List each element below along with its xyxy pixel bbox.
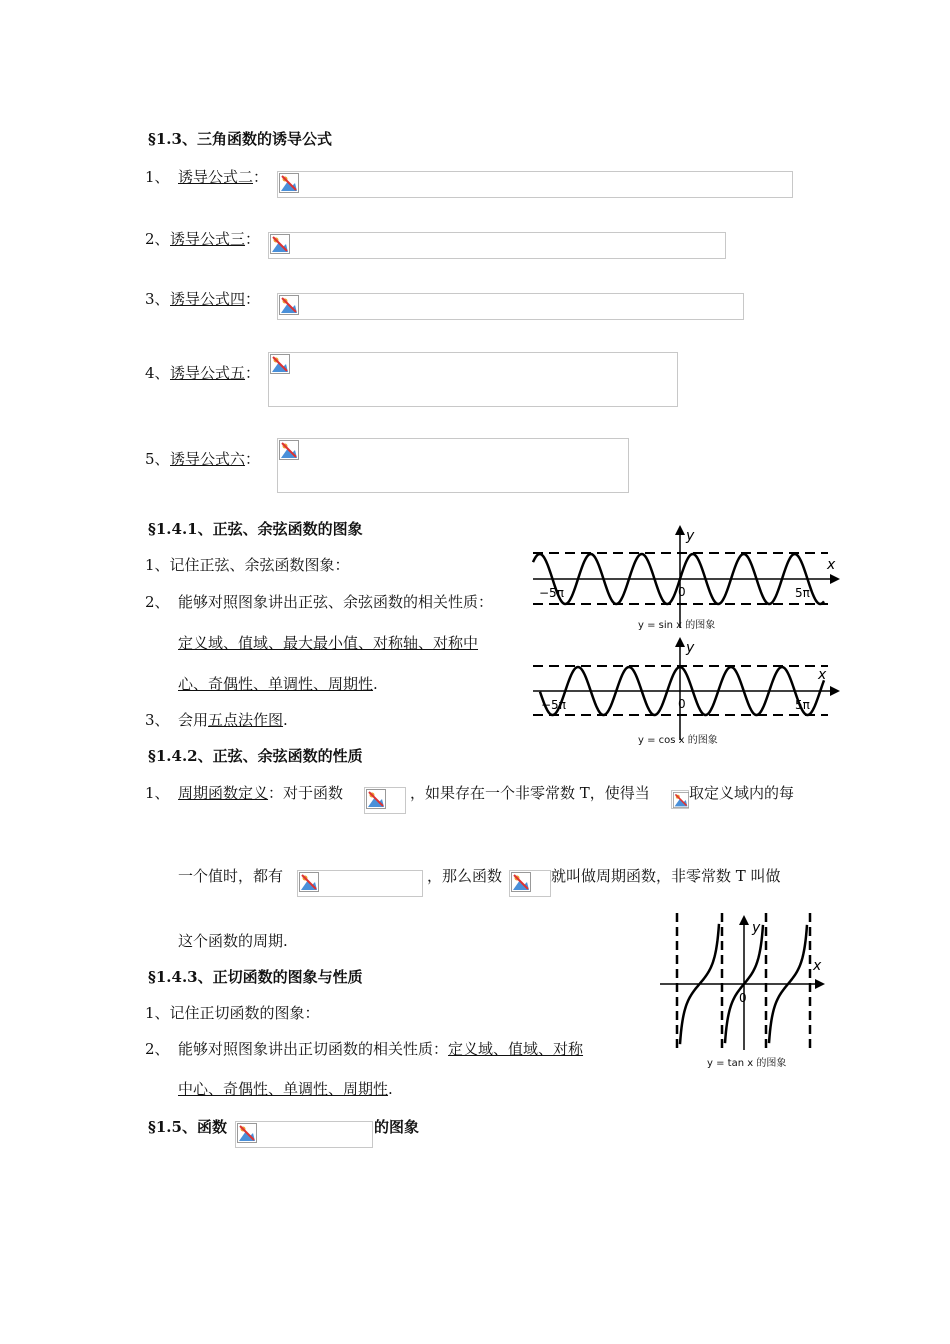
broken-image-icon [366, 789, 386, 809]
period: . [283, 711, 288, 729]
broken-image-icon [237, 1123, 257, 1143]
formula-label-text: 诱导公式二 [178, 168, 254, 186]
x-arrow [830, 686, 840, 696]
broken-image-icon [673, 792, 689, 808]
definition-text: ，如果存在一个非零常数 T，使得当 [410, 784, 650, 802]
broken-image-icon [511, 872, 531, 892]
text: 能够对照图象讲出正切函数的相关性质： [178, 1040, 449, 1058]
origin-label: 0 [678, 585, 686, 599]
item-number: 2、 [145, 230, 170, 248]
text: ：对于函数 [268, 784, 344, 802]
definition-text: ，那么函数 [427, 867, 503, 885]
list-item-text [178, 1038, 583, 1059]
formula-image-placeholder [268, 352, 678, 407]
properties-text: 定义域、值域、对称 [448, 1040, 584, 1058]
formula-image-placeholder [268, 232, 726, 259]
origin-label: 0 [739, 991, 747, 1005]
colon: ： [253, 168, 269, 186]
x-arrow [815, 979, 825, 989]
properties-text: 心、奇偶性、单调性、周期性 [178, 675, 374, 693]
formula-image-placeholder [277, 293, 744, 320]
sine-graph [528, 523, 843, 633]
definition-text: 一个值时，都有 [178, 867, 284, 885]
definition-label: 周期函数定义 [178, 784, 269, 802]
text: 会用 [178, 711, 209, 729]
colon: ： [245, 364, 261, 382]
tick-neg-5pi: −5π [541, 698, 566, 712]
period: . [373, 675, 378, 693]
formula-label [170, 362, 260, 383]
list-item: 1、记住正切函数的图象： [145, 1004, 320, 1022]
formula-image-placeholder [297, 870, 423, 897]
y-axis-label: y [686, 528, 695, 544]
x-axis-label: x [818, 667, 827, 683]
section-title-1-5: §1.5、函数 [148, 1118, 227, 1136]
x-axis-label: x [827, 557, 836, 573]
cosine-graph [528, 635, 843, 745]
formula-image-placeholder [509, 870, 551, 897]
y-arrow [675, 637, 685, 647]
x-axis-label: x [813, 958, 822, 974]
definition-lead [178, 782, 343, 803]
item-number: 1、 [145, 784, 170, 802]
broken-image-icon [279, 295, 299, 315]
section-title-1-4-2: §1.4.2、正弦、余弦函数的性质 [148, 747, 363, 765]
section-title-1-3: §1.3、三角函数的诱导公式 [148, 130, 332, 148]
broken-image-icon [279, 173, 299, 193]
colon: ： [245, 450, 261, 468]
definition-text: 这个函数的周期. [178, 932, 288, 950]
broken-image-icon [270, 354, 290, 374]
cosine-caption: y = cos x 的图象 [638, 735, 718, 746]
formula-label-text: 诱导公式三 [170, 230, 246, 248]
item-number: 1、 [145, 168, 170, 186]
definition-text: 取定义域内的每 [689, 784, 795, 802]
x-arrow [830, 574, 840, 584]
y-axis-label: y [752, 920, 761, 936]
formula-label [170, 288, 260, 309]
formula-image-placeholder [671, 790, 689, 809]
formula-image-placeholder [277, 438, 629, 493]
tangent-caption: y = tan x 的图象 [707, 1058, 787, 1069]
sine-caption: y = sin x 的图象 [638, 620, 716, 631]
formula-image-placeholder [364, 787, 406, 814]
item-number: 3、 [145, 711, 170, 729]
formula-image-placeholder [277, 171, 793, 198]
formula-label [170, 228, 260, 249]
formula-label-text: 诱导公式五 [170, 364, 246, 382]
y-arrow [739, 915, 749, 925]
item-number: 3、 [145, 290, 170, 308]
formula-label-text: 诱导公式六 [170, 450, 246, 468]
list-item-text [178, 709, 288, 730]
section-title-1-5-suffix: 的图象 [374, 1118, 420, 1136]
section-title-1-4-3: §1.4.3、正切函数的图象与性质 [148, 968, 363, 986]
list-item-text: 能够对照图象讲出正弦、余弦函数的相关性质： [178, 593, 494, 611]
formula-image-placeholder [235, 1121, 373, 1148]
formula-label-text: 诱导公式四 [170, 290, 246, 308]
formula-label [170, 448, 260, 469]
tick-pos-5pi: 5π [795, 698, 810, 712]
definition-text: 就叫做周期函数，非零常数 T 叫做 [551, 867, 781, 885]
item-number: 5、 [145, 450, 170, 468]
properties-text: 中心、奇偶性、单调性、周期性 [178, 1080, 389, 1098]
five-point-method: 五点法作图 [208, 711, 284, 729]
colon: ： [245, 230, 261, 248]
broken-image-icon [270, 234, 290, 254]
y-arrow [675, 525, 685, 535]
tick-neg-5pi: −5π [539, 586, 564, 600]
y-axis-label: y [686, 640, 695, 656]
period: . [388, 1080, 393, 1098]
section-title-1-4-1: §1.4.1、正弦、余弦函数的图象 [148, 520, 363, 538]
properties-line-2 [178, 1078, 393, 1099]
tick-pos-5pi: 5π [795, 586, 810, 600]
origin-label: 0 [678, 697, 686, 711]
broken-image-icon [299, 872, 319, 892]
item-number: 2、 [145, 593, 170, 611]
tangent-graph [655, 908, 830, 1073]
formula-label [178, 166, 268, 187]
broken-image-icon [279, 440, 299, 460]
colon: ： [245, 290, 261, 308]
item-number: 2、 [145, 1040, 170, 1058]
list-item: 1、记住正弦、余弦函数图象： [145, 556, 350, 574]
properties-line-1: 定义域、值域、最大最小值、对称轴、对称中 [178, 634, 479, 652]
properties-line-2 [178, 673, 378, 694]
item-number: 4、 [145, 364, 170, 382]
